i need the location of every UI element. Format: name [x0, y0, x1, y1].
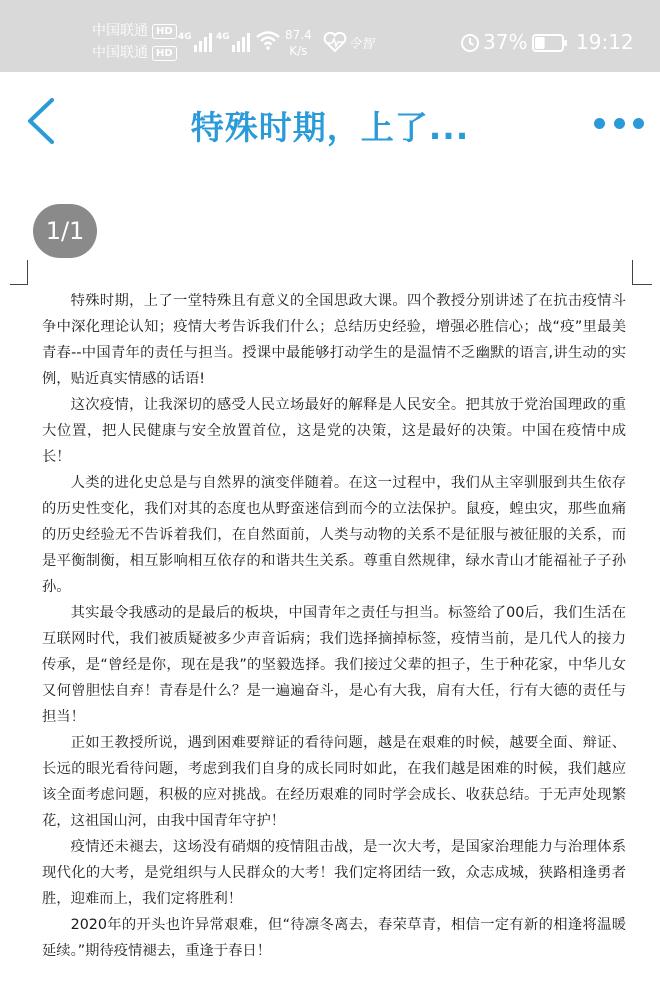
document-paragraph: 特殊时期，上了一堂特殊且有意义的全国思政大课。四个教授分别讲述了在抗击疫情斗争中深化理论认知；疫情大考告诉我们什么；总结历史经验，增强必胜信心；战“疫”里最美青春--中国青年的责任与担当。授课中最能够打动学生的是温情不乏幽默的语言,讲生动的实例，贴近真实情感的话语!: [42, 293, 626, 387]
document-body: [42, 288, 626, 964]
network-speed-value: 87.4: [285, 28, 312, 42]
more-dot-icon: [633, 118, 644, 129]
hd-badge-2: HD: [152, 46, 177, 61]
signal-strength-2: [216, 30, 252, 52]
chevron-left-icon: [30, 100, 52, 142]
battery-icon: [532, 34, 568, 52]
more-dot-icon: [614, 118, 625, 129]
carrier-line-1: [92, 20, 177, 42]
page-indicator: 1/1: [33, 204, 97, 258]
document-paragraph: 正如王教授所说，遇到困难要辩证的看待问题，越是在艰难的时候，越要全面、辩证、长远的眼光看待问题，考虑到我们自身的成长同时如此，在我们越是困难的时候，我们越应该全面考虑问题，积极的应对挑战。在经历艰难的同时学会成长、收获总结。于无声处现繁花，这祖国山河，由我中国青年守护！: [42, 735, 626, 829]
battery-percent: 37%: [483, 30, 528, 54]
battery-level-fill: [535, 37, 545, 49]
signal-bars-icon: [194, 30, 214, 52]
document-paragraph: 这次疫情，让我深切的感受人民立场最好的解释是人民安全。把其放于党治国理政的重大位置，把人民健康与安全放置首位，这是党的决策，这是最好的决策。中国在疫情中成长！: [42, 397, 626, 465]
crop-mark-left: [10, 284, 28, 285]
heart-rate-icon: [323, 32, 347, 52]
document-paragraph: 人类的进化史总是与自然界的演变伴随着。在这一过程中，我们从主宰驯服到共生依存的历史性变化，我们对其的态度也从野蛮迷信到而今的立法保护。鼠疫，蝗虫灾，那些血痛的历史经验无不告诉着我们，在自然面前，人类与动物的关系不是征服与被征服的关系，而是平衡制衡，相互影响相互依存的和谐共生关系。尊重自然规律，绿水青山才能福祉子子孙孙。: [42, 475, 626, 595]
carrier-name-1: 中国联通: [92, 23, 148, 39]
status-clock: 19:12: [576, 30, 634, 54]
alarm-clock-icon: [460, 33, 480, 53]
health-app-label: 令智: [348, 37, 375, 52]
more-options-button[interactable]: [594, 112, 644, 134]
page-title: 特殊时期，上了...: [190, 108, 470, 147]
network-speed-unit: K/s: [289, 44, 308, 58]
app-header: [0, 72, 660, 172]
carrier-info: [92, 20, 177, 64]
crop-mark-right: [632, 260, 633, 285]
network-speed: [285, 27, 312, 59]
document-paragraph: 疫情还未褪去，这场没有硝烟的疫情阻击战，是一次大考，是国家治理能力与治理体系现代化的大考，是党组织与人民群众的大考！我们定将团结一致，众志成城，狭路相逢勇者胜，迎难而上，我们定将胜利！: [42, 839, 626, 907]
status-bar: [0, 0, 660, 72]
hd-badge-1: HD: [152, 24, 177, 39]
wifi-icon: [255, 30, 281, 50]
more-dot-icon: [594, 118, 605, 129]
signal-strength-1: [178, 30, 214, 52]
carrier-line-2: [92, 42, 177, 64]
network-type-1: 4G: [178, 32, 192, 42]
network-type-2: 4G: [216, 32, 230, 42]
crop-mark-right: [632, 284, 652, 285]
back-button[interactable]: [22, 96, 62, 146]
document-paragraph: 2020年的开头也许异常艰难，但“待凛冬离去，春荣草青，相信一定有新的相逢将温暖延续。”期待疫情褪去，重逢于春日！: [42, 917, 626, 959]
carrier-name-2: 中国联通: [92, 45, 148, 61]
crop-mark-left: [27, 260, 28, 285]
signal-bars-icon: [232, 30, 252, 52]
document-paragraph: 其实最令我感动的是最后的板块，中国青年之责任与担当。标签给了00后，我们生活在互联网时代，我们被质疑被多少声音诟病；我们选择摘掉标签，疫情当前，是几代人的接力传承，是“曾经是你，现在是我”的坚毅选择。我们接过父辈的担子，生于种花家，中华儿女又何曾胆怯自弃！青春是什么？是一遍遍奋斗，是心有大我，肩有大任，行有大德的责任与担当！: [42, 605, 626, 725]
